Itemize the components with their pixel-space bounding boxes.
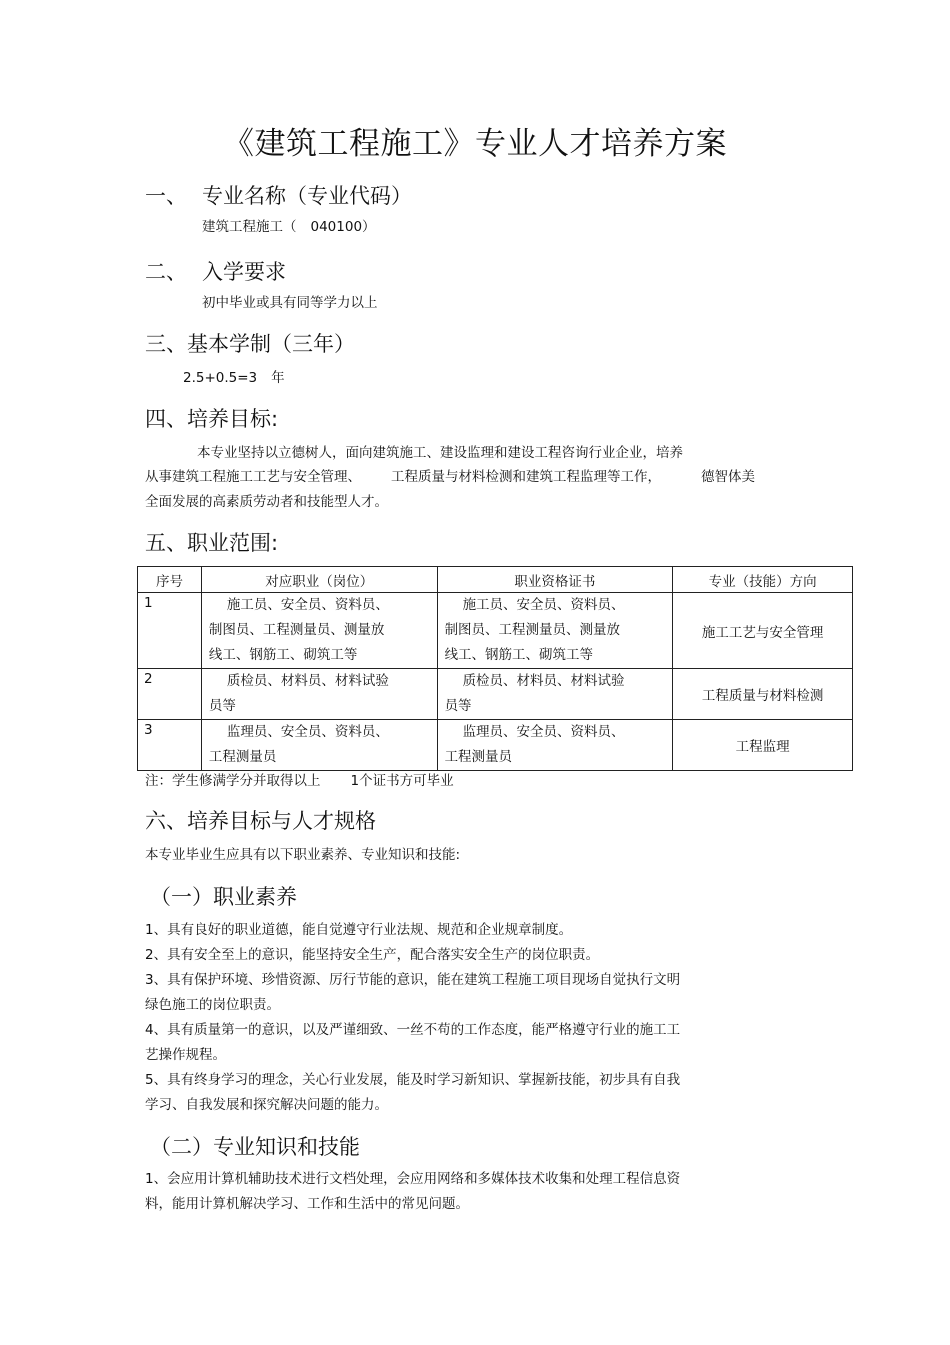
header-direction: 专业（技能）方向 — [673, 567, 853, 593]
row-2-cert — [437, 669, 673, 720]
row-2-job-line: 质检员、材料员、材料试验 — [226, 673, 389, 689]
table-row — [138, 669, 853, 720]
section-6-heading: 六、培养目标与人才规格 — [145, 809, 376, 833]
goal-line-1: 本专业坚持以立德树人，面向建筑施工、建设监理和建设工程咨询行业企业，培养 — [197, 445, 683, 461]
quality-line: 3、具有保护环境、珍惜资源、厉行节能的意识，能在建筑工程施工项目现场自觉执行文明 — [145, 972, 681, 988]
row-1-job-line: 制图员、工程测量员、测量放 — [208, 622, 385, 638]
section-5-heading: 五、职业范围: — [145, 531, 279, 555]
section-3-heading: 三、基本学制（三年） — [145, 332, 355, 356]
row-1-job — [201, 593, 437, 669]
row-3-cert — [437, 720, 673, 771]
row-1-cert — [437, 593, 673, 669]
header-no: 序号 — [138, 567, 202, 593]
quality-line: 1、具有良好的职业道德，能自觉遵守行业法规、规范和企业规章制度。 — [145, 922, 573, 938]
row-1-job-line: 线工、钢筋工、砌筑工等 — [208, 647, 358, 663]
row-3-job — [201, 720, 437, 771]
goal-line-2c: 德智体美 — [701, 469, 755, 485]
row-1-no: 1 — [138, 593, 202, 669]
row-3-job-line: 监理员、安全员、资料员、 — [226, 724, 389, 740]
row-2-cert-line: 质检员、材料员、材料试验 — [462, 673, 625, 689]
skill-line: 1、会应用计算机辅助技术进行文档处理，会应用网络和多媒体技术收集和处理工程信息资 — [145, 1171, 681, 1187]
table-header-row — [138, 567, 853, 593]
quality-line: 2、具有安全至上的意识，能坚持安全生产，配合落实安全生产的岗位职责。 — [145, 947, 600, 963]
row-2-job — [201, 669, 437, 720]
row-2-no: 2 — [138, 669, 202, 720]
section-2-title: 入学要求 — [202, 260, 286, 284]
row-1-job-line: 施工员、安全员、资料员、 — [226, 597, 389, 613]
row-3-cert-line: 监理员、安全员、资料员、 — [462, 724, 625, 740]
section-4-heading: 四、培养目标: — [145, 407, 279, 431]
goal-line-2a: 从事建筑工程施工工艺与安全管理、 — [145, 469, 361, 485]
table-note-a: 注：学生修满学分并取得以上 — [145, 773, 321, 789]
row-3-direction: 工程监理 — [673, 720, 853, 771]
table-note — [145, 769, 454, 794]
row-2-job-line: 员等 — [208, 698, 236, 714]
row-1-cert-line: 制图员、工程测量员、测量放 — [444, 622, 621, 638]
section-2-number: 二、 — [145, 260, 187, 284]
table-note-b: 1个证书方可毕业 — [350, 773, 454, 789]
header-job: 对应职业（岗位） — [201, 567, 437, 593]
row-3-cert-line: 工程测量员 — [444, 749, 513, 765]
section-3-content — [183, 366, 285, 391]
row-2-cert-line: 员等 — [444, 698, 472, 714]
goal-line-2b: 工程质量与材料检测和建筑工程监理等工作， — [391, 469, 661, 485]
goal-line-3: 全面发展的高素质劳动者和技能型人才。 — [145, 494, 388, 510]
major-name: 建筑工程施工（ — [202, 219, 297, 235]
table-row — [138, 593, 853, 669]
section-1-title: 专业名称（专业代码） — [202, 184, 412, 208]
section-1-content — [202, 215, 376, 240]
subsection-2-heading: （二）专业知识和技能 — [150, 1135, 360, 1159]
goal-line-2 — [145, 465, 755, 490]
section-2-heading — [145, 256, 286, 286]
table-row — [138, 720, 853, 771]
section-2-content: 初中毕业或具有同等学力以上 — [202, 295, 378, 311]
section-1-number: 一、 — [145, 184, 187, 208]
row-1-cert-line: 线工、钢筋工、砌筑工等 — [444, 647, 594, 663]
quality-line: 艺操作规程。 — [145, 1047, 226, 1063]
duration-unit: 年 — [271, 370, 285, 386]
quality-line: 4、具有质量第一的意识，以及严谨细致、一丝不苟的工作态度，能严格遵守行业的施工工 — [145, 1022, 681, 1038]
quality-line: 绿色施工的岗位职责。 — [145, 997, 280, 1013]
row-3-no: 3 — [138, 720, 202, 771]
quality-line: 学习、自我发展和探究解决问题的能力。 — [145, 1097, 388, 1113]
quality-line: 5、具有终身学习的理念，关心行业发展，能及时学习新知识、掌握新技能，初步具有自我 — [145, 1072, 681, 1088]
row-2-direction: 工程质量与材料检测 — [673, 669, 853, 720]
subsection-1-heading: （一）职业素养 — [150, 885, 297, 909]
row-1-direction: 施工工艺与安全管理 — [673, 593, 853, 669]
header-cert: 职业资格证书 — [437, 567, 673, 593]
section-6-intro: 本专业毕业生应具有以下职业素养、专业知识和技能: — [145, 847, 461, 863]
skill-line: 料，能用计算机解决学习、工作和生活中的常见问题。 — [145, 1196, 469, 1212]
row-1-cert-line: 施工员、安全员、资料员、 — [462, 597, 625, 613]
major-code: 040100） — [310, 219, 376, 235]
section-1-heading — [145, 180, 412, 210]
document-title: 《建筑工程施工》专业人才培养方案 — [223, 126, 727, 162]
row-3-job-line: 工程测量员 — [208, 749, 277, 765]
duration-formula: 2.5+0.5=3 — [183, 370, 258, 386]
occupation-table — [137, 566, 853, 771]
